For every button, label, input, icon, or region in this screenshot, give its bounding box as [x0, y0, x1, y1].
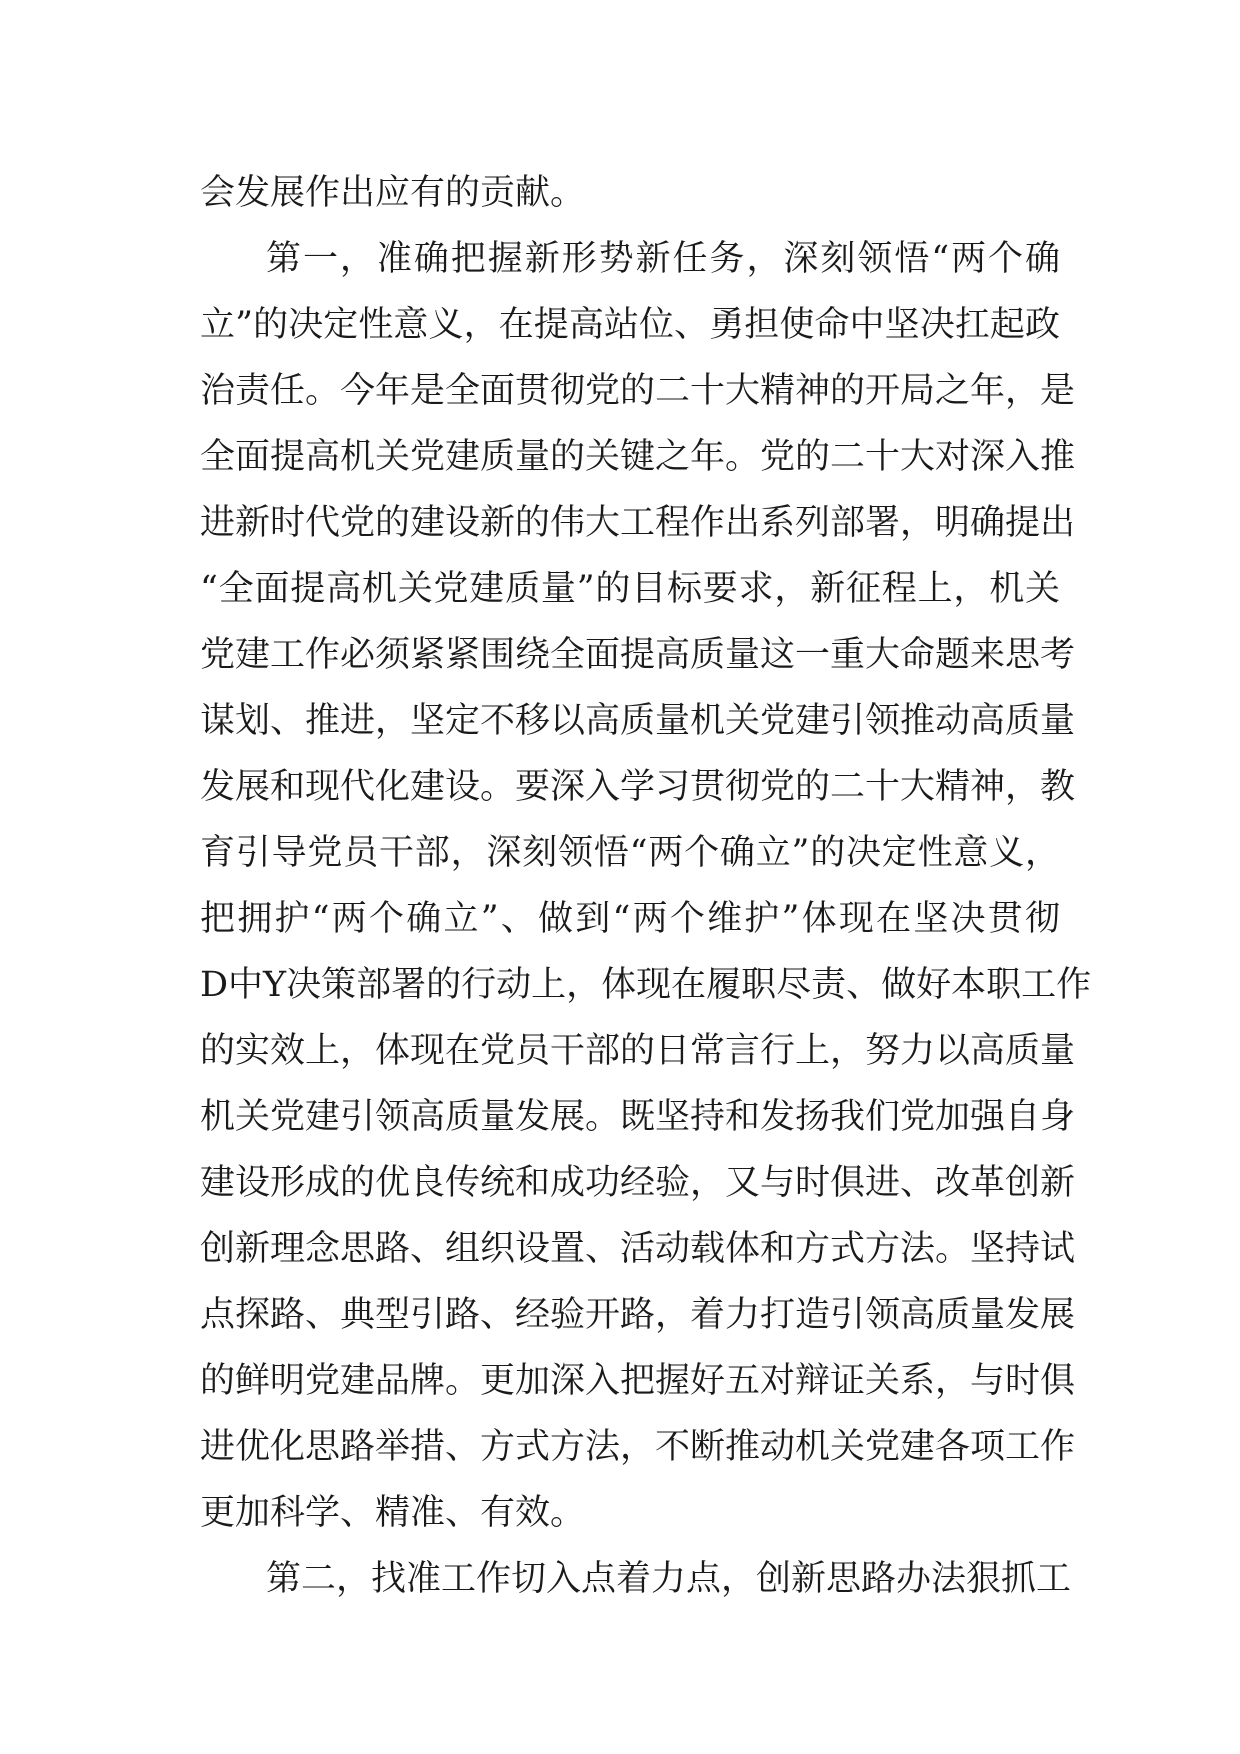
- paragraph-line: 第二，找准工作切入点着力点，创新思路办法狠抓工: [266, 1559, 1072, 1599]
- paragraph-line: 育引导党员干部，深刻领悟“两个确立”的决定性意义，: [200, 833, 1060, 873]
- paragraph-line: 立”的决定性意义，在提高站位、勇担使命中坚决扛起政: [200, 305, 1060, 345]
- document-page: [200, 160, 1092, 1612]
- paragraph-line: D中Y决策部署的行动上，体现在履职尽责、做好本职工作: [200, 965, 1092, 1005]
- paragraph-line: 把拥护“两个确立”、做到“两个维护”体现在坚决贯彻: [200, 899, 1060, 939]
- paragraph-line: 谋划、推进，坚定不移以高质量机关党建引领推动高质量: [200, 701, 1076, 741]
- paragraph-line: 党建工作必须紧紧围绕全面提高质量这一重大命题来思考: [200, 635, 1076, 675]
- paragraph-line: 建设形成的优良传统和成功经验，又与时俱进、改革创新: [200, 1163, 1076, 1203]
- paragraph-line: 的鲜明党建品牌。更加深入把握好五对辩证关系，与时俱: [200, 1361, 1076, 1401]
- paragraph-line: 进新时代党的建设新的伟大工程作出系列部署，明确提出: [200, 503, 1076, 543]
- paragraph-line: 第一，准确把握新形势新任务，深刻领悟“两个确: [266, 239, 1060, 279]
- paragraph-line: 点探路、典型引路、经验开路，着力打造引领高质量发展: [200, 1295, 1076, 1335]
- paragraph-line: 会发展作出应有的贡献。: [200, 173, 586, 213]
- paragraph-line: 治责任。今年是全面贯彻党的二十大精神的开局之年，是: [200, 371, 1076, 411]
- paragraph-line: 进优化思路举措、方式方法，不断推动机关党建各项工作: [200, 1427, 1076, 1467]
- paragraph-line: 全面提高机关党建质量的关键之年。党的二十大对深入推: [200, 437, 1076, 477]
- paragraph-line: 创新理念思路、组织设置、活动载体和方式方法。坚持试: [200, 1229, 1076, 1269]
- paragraph-line: 的实效上，体现在党员干部的日常言行上，努力以高质量: [200, 1031, 1076, 1071]
- paragraph-line: 发展和现代化建设。要深入学习贯彻党的二十大精神，教: [200, 767, 1076, 807]
- paragraph-line: 更加科学、精准、有效。: [200, 1493, 586, 1533]
- paragraph-line: “全面提高机关党建质量”的目标要求，新征程上，机关: [200, 569, 1060, 609]
- paragraph-line: 机关党建引领高质量发展。既坚持和发扬我们党加强自身: [200, 1097, 1076, 1137]
